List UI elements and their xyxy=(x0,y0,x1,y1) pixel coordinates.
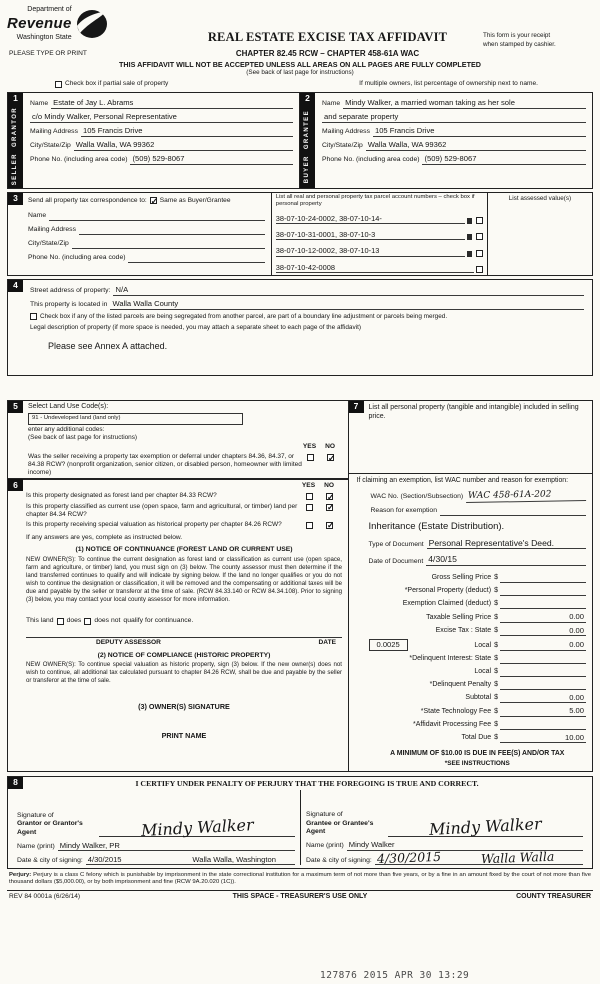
excise-tax-local-field[interactable]: 0.00 xyxy=(500,640,586,650)
buyer-mailing-field[interactable]: 105 Francis Drive xyxy=(373,126,586,136)
property-location-section xyxy=(7,279,593,376)
wac-number-label: WAC No. (Section/Subsection) xyxy=(370,493,464,501)
reason-exemption-value[interactable]: Inheritance (Estate Distribution). xyxy=(368,520,505,532)
grantee-city-handwritten: Walla Walla xyxy=(480,848,555,867)
top-checkbox-row xyxy=(7,80,593,88)
certification-section xyxy=(7,776,593,869)
wac-number-field[interactable]: WAC 458-61A-202 xyxy=(466,488,586,502)
legal-description-field[interactable]: Please see Annex A attached. xyxy=(48,340,168,351)
classification-section xyxy=(7,478,349,771)
qualify-label: qualify for continuance. xyxy=(123,616,194,624)
personal-property-deduct-field[interactable] xyxy=(500,587,586,596)
logo-dept-text: Department of xyxy=(27,6,72,13)
reason-exemption-label: Reason for exemption xyxy=(370,507,437,515)
buyer-name-label: Name xyxy=(322,100,341,108)
dollar-sign: $ xyxy=(494,600,498,608)
delinquent-interest-local-label: Local xyxy=(474,667,492,675)
grantor-signature-label-line2: Grantor or Grantor's Agent xyxy=(17,820,83,836)
parcel-list-header: List all real and personal property tax parcel account numbers – check box if personal property xyxy=(275,193,475,207)
personal-property-checkbox[interactable] xyxy=(476,233,483,240)
grantor-signature-block xyxy=(12,790,300,865)
grantee-city-field[interactable] xyxy=(479,848,583,867)
current-use-yes-checkbox[interactable] xyxy=(306,504,313,511)
seller-buyer-section xyxy=(7,92,593,189)
notice-compliance-title: (2) NOTICE OF COMPLIANCE (HISTORIC PROPERTY) xyxy=(97,651,271,659)
tax-correspondence-section xyxy=(7,192,593,276)
delinquent-interest-local-field[interactable] xyxy=(500,668,586,677)
delinquent-interest-state-field[interactable] xyxy=(500,655,586,664)
grantee-signature: Mindy Walker xyxy=(428,814,543,840)
dollar-sign: $ xyxy=(494,720,498,728)
same-as-buyer-checkbox[interactable] xyxy=(150,197,157,204)
header xyxy=(7,6,593,59)
grantor-name-print-field[interactable]: Mindy Walker, PR xyxy=(58,841,295,851)
historic-yes-checkbox[interactable] xyxy=(306,522,313,529)
logo-block xyxy=(7,6,172,58)
perjury-statement xyxy=(7,872,593,888)
dollar-sign: $ xyxy=(494,694,498,702)
exemption-deferral-question-row xyxy=(28,453,343,477)
seller-phone-field[interactable]: (509) 529-8067 xyxy=(130,154,293,164)
state-technology-fee-label: *State Technology Fee xyxy=(420,707,492,715)
seller-grantor-side-label: SELLER GRANTOR xyxy=(8,105,23,188)
seller-mailing-field[interactable]: 105 Francis Drive xyxy=(81,126,293,136)
forest-land-question-row xyxy=(26,492,342,500)
correspondence-name-label: Name xyxy=(28,212,47,220)
perjury-body: Perjury is a class C felony which is punishable by imprisonment in the state correctional institution for a maximum term of not more than five years, or by a fine in an amount fixed by the court of not more than five thousand dollars ($5,000.00), or by both imprisonment and fine (RCW 9A.20.020 (1C)). xyxy=(9,871,591,886)
land-does-checkbox[interactable] xyxy=(57,618,64,625)
land-use-title: Select Land Use Code(s): xyxy=(28,402,109,410)
receipt-note-line2: when stamped by cashier. xyxy=(483,40,556,48)
dollar-sign: $ xyxy=(494,627,498,635)
dollar-sign: $ xyxy=(494,574,498,582)
personal-property-checkbox[interactable] xyxy=(476,217,483,224)
land-does-not-checkbox[interactable] xyxy=(84,618,91,625)
buyer-grantee-panel xyxy=(300,93,592,188)
section-8-number: 8 xyxy=(8,777,23,789)
main-columns xyxy=(7,400,593,772)
seller-csz-label: City/State/Zip xyxy=(30,142,71,150)
notice-compliance-body: NEW OWNER(S): To continue special valuation as historic property, sign (3) below. If the new owner(s) does not wish to continue, all additional tax calculated pursuant to chapter 84.26 RCW, shall be due and payable by the seller or transferor at the time of sale. xyxy=(26,661,342,685)
money-row xyxy=(369,654,587,664)
personal-property-blank-area[interactable] xyxy=(369,421,587,473)
money-row xyxy=(369,586,587,596)
no-header: NO xyxy=(324,482,334,490)
receipt-note xyxy=(483,6,593,49)
money-row xyxy=(369,706,587,716)
logo-state-text: Washington State xyxy=(16,33,72,41)
historic-no-checkbox[interactable] xyxy=(326,522,333,529)
exemption-yes-checkbox[interactable] xyxy=(307,454,314,461)
total-due-label: Total Due xyxy=(461,734,492,742)
assessed-values-panel xyxy=(487,193,592,275)
buyer-name-field[interactable]: Mindy Walker, a married woman taking as her sole xyxy=(343,98,586,108)
grantee-signature-line[interactable] xyxy=(388,814,583,840)
buyer-mailing-label: Mailing Address xyxy=(322,128,370,136)
completion-warning: THIS AFFIDAVIT WILL NOT BE ACCEPTED UNLESS ALL AREAS ON ALL PAGES ARE FULLY COMPLETED xyxy=(119,59,481,69)
exemption-no-checkbox[interactable] xyxy=(327,454,334,461)
seller-name-field-line2[interactable]: c/o Mindy Walker, Personal Representative xyxy=(30,112,293,122)
money-row xyxy=(369,667,587,677)
same-as-buyer-label: Same as Buyer/Grantee xyxy=(159,196,231,204)
delinquent-penalty-field[interactable] xyxy=(500,681,586,690)
personal-property-deduct-label: *Personal Property (deduct) xyxy=(404,587,492,595)
owner-signature-label[interactable]: (3) OWNER(S) SIGNATURE xyxy=(138,702,230,712)
print-name-label[interactable]: PRINT NAME xyxy=(161,731,207,741)
partial-sale-checkbox[interactable] xyxy=(55,81,62,88)
forest-no-checkbox[interactable] xyxy=(326,493,333,500)
parcel-row xyxy=(276,224,483,240)
partial-sale-label: Check box if partial sale of property xyxy=(65,80,169,88)
if-yes-note: If any answers are yes, complete as instructed below. xyxy=(26,533,183,541)
land-use-section xyxy=(7,400,349,480)
dollar-sign: $ xyxy=(494,613,498,621)
personal-property-checkbox[interactable] xyxy=(476,250,483,257)
exemption-deferral-question: Was the seller receiving a property tax exemption or deferral under chapters 84.36, 84.37, or 84.38 RCW? (nonprofit organization, senior citizen, or disabled person, homeowner with limited income) xyxy=(28,453,302,477)
money-row xyxy=(369,626,587,636)
parcel-number-field[interactable]: 38-07-10-31-0001, 38-07-10-3 xyxy=(276,230,465,240)
correspondence-panel xyxy=(8,193,271,275)
gross-selling-price-label: Gross Selling Price xyxy=(431,574,492,582)
dollar-sign: $ xyxy=(494,680,498,688)
section-2-number: 2 xyxy=(300,93,315,105)
yes-header: YES xyxy=(301,482,316,490)
dollar-sign: $ xyxy=(494,707,498,715)
section-7-number: 7 xyxy=(349,401,364,413)
grantee-date-city-label: Date & city of signing: xyxy=(306,856,372,864)
taxable-selling-price-label: Taxable Selling Price xyxy=(426,613,492,621)
historic-property-question: Is this property receiving special valuation as historical property per chapter 84.26 RCW? xyxy=(26,520,282,528)
deputy-assessor-label: DEPUTY ASSESSOR xyxy=(96,639,161,647)
exemption-claimed-label: Exemption Claimed (deduct) xyxy=(402,600,492,608)
section-6-number: 6 xyxy=(8,479,23,491)
perjury-lead: Perjury: xyxy=(9,871,32,878)
section5-see-back-note: (See back of last page for instructions) xyxy=(28,433,138,441)
correspondence-mailing-field[interactable] xyxy=(79,225,265,235)
section-5-number: 5 xyxy=(8,401,23,413)
street-address-label: Street address of property: xyxy=(30,287,111,295)
seller-phone-label: Phone No. (including area code) xyxy=(30,156,128,164)
excise-tax-local-label: Local xyxy=(474,641,492,649)
grantee-date-field[interactable] xyxy=(375,848,479,867)
parcel-row xyxy=(276,240,483,256)
date-of-document-label: Date of Document xyxy=(368,557,424,565)
affidavit-processing-fee-label: *Affidavit Processing Fee xyxy=(413,720,492,728)
type-of-document-label: Type of Document xyxy=(368,540,424,548)
seller-mailing-label: Mailing Address xyxy=(30,128,78,136)
form-chapter-subtitle: CHAPTER 82.45 RCW – CHAPTER 458-61A WAC xyxy=(235,48,420,58)
grantee-name-print-field[interactable]: Mindy Walker xyxy=(347,840,583,850)
buyer-csz-label: City/State/Zip xyxy=(322,142,363,150)
yes-header: YES xyxy=(302,442,317,450)
correspondence-mailing-label: Mailing Address xyxy=(28,226,76,234)
date-of-document-field[interactable]: 4/30/15 xyxy=(426,554,586,566)
grantor-signature: Mindy Walker xyxy=(140,814,254,840)
parcel-number-field[interactable]: 38-07-10-42-0008 xyxy=(276,263,474,273)
excise-tax-state-label: Excise Tax : State xyxy=(435,627,492,635)
receipt-note-line1: This form is your receipt xyxy=(483,32,551,39)
buyer-name-field-line2[interactable]: and separate property xyxy=(322,112,586,122)
grantor-date-city-label: Date & city of signing: xyxy=(17,856,83,864)
treasurer-use-only-label: THIS SPACE - TREASURER'S USE ONLY xyxy=(232,893,368,901)
located-in-field[interactable]: Walla Walla County xyxy=(110,299,584,309)
money-row xyxy=(369,612,587,622)
grantee-signature-block xyxy=(300,790,588,865)
personal-property-checkbox[interactable] xyxy=(476,266,483,273)
money-row xyxy=(369,733,587,743)
section-1-number: 1 xyxy=(8,93,23,105)
grantor-signature-line[interactable] xyxy=(99,814,295,840)
dollar-sign: $ xyxy=(494,734,498,742)
personal-property-label: List all personal property (tangible and intangible) included in selling price. xyxy=(368,403,579,420)
dollar-sign: $ xyxy=(494,587,498,595)
does-label: does xyxy=(66,616,82,624)
reason-exemption-field[interactable] xyxy=(440,506,586,516)
buyer-csz-field[interactable]: Walla Walla, WA 99362 xyxy=(366,140,586,150)
see-back-note: (See back of last page for instructions) xyxy=(246,68,354,76)
grantor-date-field[interactable]: 4/30/2015 xyxy=(86,855,191,865)
gross-selling-price-field[interactable] xyxy=(500,574,586,583)
right-column xyxy=(348,400,594,772)
multiple-owners-note: If multiple owners, list percentage of ownership next to name. xyxy=(359,80,538,88)
legal-description-label: Legal description of property (if more space is needed, you may attach a separate sheet to each page of the affidavit) xyxy=(30,323,361,331)
buyer-phone-field[interactable]: (509) 529-8067 xyxy=(422,154,586,164)
does-not-label: does not xyxy=(94,616,121,624)
grantor-signature-label-line1: Signature of xyxy=(17,811,54,819)
footer-row xyxy=(7,890,593,902)
correspondence-name-field[interactable] xyxy=(49,211,265,221)
subtotal-field[interactable]: 0.00 xyxy=(500,693,586,703)
grantee-name-print-label: Name (print) xyxy=(306,842,344,850)
money-row xyxy=(369,573,587,583)
please-type-or-print-label: PLEASE TYPE OR PRINT xyxy=(9,50,87,58)
current-use-question-row xyxy=(26,503,342,519)
grantee-signature-label-line1: Signature of xyxy=(306,811,343,819)
current-use-question: Is this property classified as current use (open space, farm and agricultural, or timber) land per chapter 84.34 RCW? xyxy=(26,502,298,518)
grantee-signature-label-line2: Grantee or Grantee's Agent xyxy=(306,819,374,836)
parcel-number-field[interactable]: 38-07-10-12-0002, 38-07-10-13 xyxy=(276,246,465,256)
date-label: DATE xyxy=(318,639,336,647)
revenue-seal-icon xyxy=(75,9,109,39)
exemption-intro: If claiming an exemption, list WAC number and reason for exemption: xyxy=(349,473,593,486)
exemption-claimed-field[interactable] xyxy=(500,600,586,609)
money-row xyxy=(369,693,587,703)
historic-property-question-row xyxy=(26,521,342,529)
correspondence-csz-label: City/State/Zip xyxy=(28,240,69,248)
parcel-row xyxy=(276,257,483,273)
deputy-assessor-signature-row[interactable] xyxy=(26,637,342,647)
subtotal-label: Subtotal xyxy=(465,694,492,702)
left-column xyxy=(7,400,349,772)
seller-name-field[interactable]: Estate of Jay L. Abrams xyxy=(51,98,293,108)
correspondence-phone-label: Phone No. (including area code) xyxy=(28,254,126,262)
notice-continuance-body: NEW OWNER(S): To continue the current designation as forest land or classification as current use (open space, farm and agriculture, or timber) land, you must sign on (3) below. The county assessor must then determine if the land transferred continues to qualify and will indicate by signing below. If the land no longer qualifies or you do not wish to continue the designation or classification, it will be removed and the compensating or additional taxes will be due and payable by the seller or transferor at the time of sale. (RCW 84.33.140 or RCW 84.34.108). Prior to signing (3) below, you may contact your local county assessor for more information. xyxy=(26,555,342,603)
parcel-numbers-panel xyxy=(271,193,487,275)
notice-continuance-title: (1) NOTICE OF CONTINUANCE (FOREST LAND OR CURRENT USE) xyxy=(75,546,293,554)
personal-property-tax-section xyxy=(348,400,594,772)
seller-grantor-panel xyxy=(8,93,300,188)
parcel-row xyxy=(276,208,483,224)
current-use-no-checkbox[interactable] xyxy=(326,504,333,511)
total-due-field[interactable]: 10.00 xyxy=(500,733,586,743)
section-4-number: 4 xyxy=(8,280,23,292)
local-rate-box: 0.0025 xyxy=(369,639,408,650)
continuance-qualify-row xyxy=(26,617,342,625)
segregated-parcels-checkbox[interactable] xyxy=(30,313,37,320)
dollar-sign: $ xyxy=(494,667,498,675)
tax-computation-table xyxy=(369,570,587,743)
located-in-label: This property is located in xyxy=(30,301,108,309)
street-address-field[interactable]: N/A xyxy=(113,285,584,295)
grantor-name-print-label: Name (print) xyxy=(17,842,55,850)
correspondence-csz-field[interactable] xyxy=(72,239,265,249)
grantee-date-handwritten: 4/30/2015 xyxy=(376,848,442,867)
grantor-city-field[interactable]: Walla Walla, Washington xyxy=(190,855,295,865)
segregated-parcels-label: Check box if any of the listed parcels are being segregated from another parcel, are part of a boundary line adjustment or parcels being merged. xyxy=(40,312,448,320)
seller-name-label: Name xyxy=(30,100,49,108)
delinquent-interest-state-label: *Delinquent Interest: State xyxy=(409,654,492,662)
excise-tax-state-field[interactable]: 0.00 xyxy=(500,626,586,636)
money-row xyxy=(369,599,587,609)
taxable-selling-price-field[interactable]: 0.00 xyxy=(500,612,586,622)
money-row xyxy=(369,720,587,730)
treasurer-receipt-stamp: 127876 2015 APR 30 13:29 xyxy=(320,970,470,982)
form-title: REAL ESTATE EXCISE TAX AFFIDAVIT xyxy=(207,30,448,44)
type-of-document-field[interactable]: Personal Representative's Deed. xyxy=(427,538,586,550)
buyer-phone-label: Phone No. (including area code) xyxy=(322,156,420,164)
affidavit-processing-fee-field[interactable] xyxy=(500,721,586,730)
forest-yes-checkbox[interactable] xyxy=(306,493,313,500)
additional-codes-label: enter any additional codes: xyxy=(28,425,105,433)
buyer-grantee-side-label: BUYER GRANTEE xyxy=(300,105,315,188)
delinquent-penalty-label: *Delinquent Penalty xyxy=(429,680,492,688)
dollar-sign: $ xyxy=(494,641,498,649)
land-use-code-field[interactable]: 91 - Undeveloped land (land only) xyxy=(28,413,243,424)
money-row xyxy=(369,639,587,650)
money-row xyxy=(369,680,587,690)
no-header: NO xyxy=(325,442,335,450)
logo-revenue-text: Revenue xyxy=(7,14,72,32)
dollar-sign: $ xyxy=(494,654,498,662)
correspondence-phone-field[interactable] xyxy=(128,253,264,263)
seller-csz-field[interactable]: Walla Walla, WA 99362 xyxy=(74,140,293,150)
assessed-values-header: List assessed value(s) xyxy=(508,194,572,202)
perjury-certification-statement: I CERTIFY UNDER PENALTY OF PERJURY THAT THE FOREGOING IS TRUE AND CORRECT. xyxy=(135,778,479,788)
minimum-fee-note: A MINIMUM OF $10.00 IS DUE IN FEE(S) AND/OR TAX xyxy=(390,750,565,758)
form-revision-number: REV 84 0001a (6/26/14) xyxy=(9,893,81,901)
section-3-number: 3 xyxy=(8,193,23,205)
state-technology-fee-field[interactable]: 5.00 xyxy=(500,706,586,716)
send-correspondence-label: Send all property tax correspondence to: xyxy=(28,196,147,204)
forest-land-question: Is this property designated as forest land per chapter 84.33 RCW? xyxy=(26,492,217,500)
this-land-label: This land xyxy=(26,616,54,624)
parcel-number-field[interactable]: 38-07-10-24-0002, 38-07-10-14- xyxy=(276,214,465,224)
see-instructions-note: *SEE INSTRUCTIONS xyxy=(444,759,510,767)
county-treasurer-label: COUNTY TREASURER xyxy=(516,893,591,901)
